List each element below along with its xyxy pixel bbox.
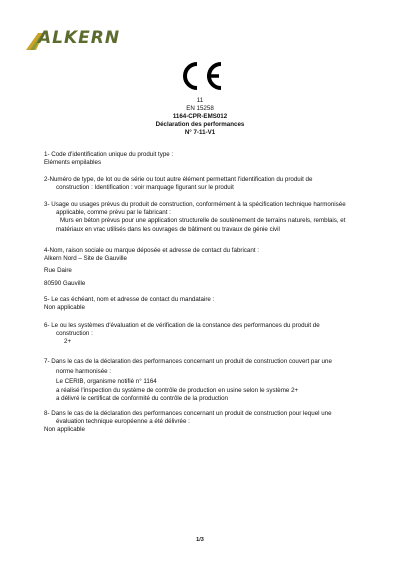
section-8 xyxy=(44,410,379,435)
section-7-line4: a réalisé l'inspection du système de contrôle de production en usine selon le système 2+ xyxy=(56,386,299,394)
section-6-heading: 6- Le ou les systèmes d'évaluation et de vérification de la constance des performances du produit de xyxy=(44,322,320,329)
manufacturer-city: 80590 Gauville xyxy=(44,279,86,287)
section-7-line5: a délivré le certificat de conformité du contrôle de la production xyxy=(56,394,228,402)
section-8-line2: évaluation technique européenne a été délivrée : xyxy=(56,418,190,426)
section-3-line2: applicable, comme prévu par le fabricant : xyxy=(56,209,171,217)
notified-body: Le CERIB, organisme notifié n° 1164 xyxy=(56,378,157,386)
section-7-line2: norme harmonisée : xyxy=(56,368,112,376)
section-8-value: Non applicable xyxy=(44,426,85,434)
page-number: 1/3 xyxy=(196,537,204,543)
section-2-detail: construction : Identification : voir marquage figurant sur le produit xyxy=(56,184,234,192)
logo-text: ALKERN xyxy=(38,28,121,48)
section-1 xyxy=(44,151,379,167)
section-4 xyxy=(44,247,379,288)
section-6 xyxy=(44,322,379,347)
section-7 xyxy=(44,358,379,403)
section-3-heading: 3- Usage ou usages prévus du produit de construction, conformément à la spécification technique harmonisée xyxy=(44,201,346,208)
section-5-value: Non applicable xyxy=(44,304,85,312)
document-number: N° 7-11-V1 xyxy=(184,129,216,136)
manufacturer-name: Alkern Nord – Site de Gauville xyxy=(44,255,127,263)
section-3-line3: Murs en béton prévus pour une application structurelle de soutènement de terrains naturels, remblais, et xyxy=(60,217,346,225)
section-1-heading: 1- Code d'identification unique du produit type : xyxy=(44,151,174,158)
ce-mark-icon xyxy=(177,60,225,92)
section-1-value: Eléments empilables xyxy=(44,159,102,167)
manufacturer-street: Rue Daire xyxy=(44,267,72,275)
ce-year: 11 xyxy=(196,97,204,104)
section-3-line4: matériaux en vrac utilisés dans les ouvrages de bâtiment ou travaux de génie civil xyxy=(56,225,280,233)
section-4-heading: 4-Nom, raison sociale ou marque déposée et adresse de contact du fabricant : xyxy=(44,247,259,254)
section-5 xyxy=(44,296,379,312)
section-7-heading: 7- Dans le cas de la déclaration des performances concernant un produit de construction couvert par une xyxy=(44,358,332,365)
section-8-heading: 8- Dans le cas de la déclaration des performances concernant un produit de construction pour lequel une xyxy=(44,410,332,417)
section-2 xyxy=(44,176,379,192)
section-3 xyxy=(44,201,379,234)
standard: EN 15258 xyxy=(186,105,214,112)
section-6-value: 2+ xyxy=(64,338,72,346)
document-title: Déclaration des performances xyxy=(155,121,245,128)
certificate-ref: 1164-CPR-EMS012 xyxy=(172,113,228,120)
section-2-heading: 2-Numéro de type, de lot ou de série ou tout autre élément permettant l'identification du produit de xyxy=(44,176,313,183)
section-5-heading: 5- Le cas échéant, nom et adresse de contact du mandataire : xyxy=(44,296,215,303)
section-6-line2: construction : xyxy=(56,330,93,338)
